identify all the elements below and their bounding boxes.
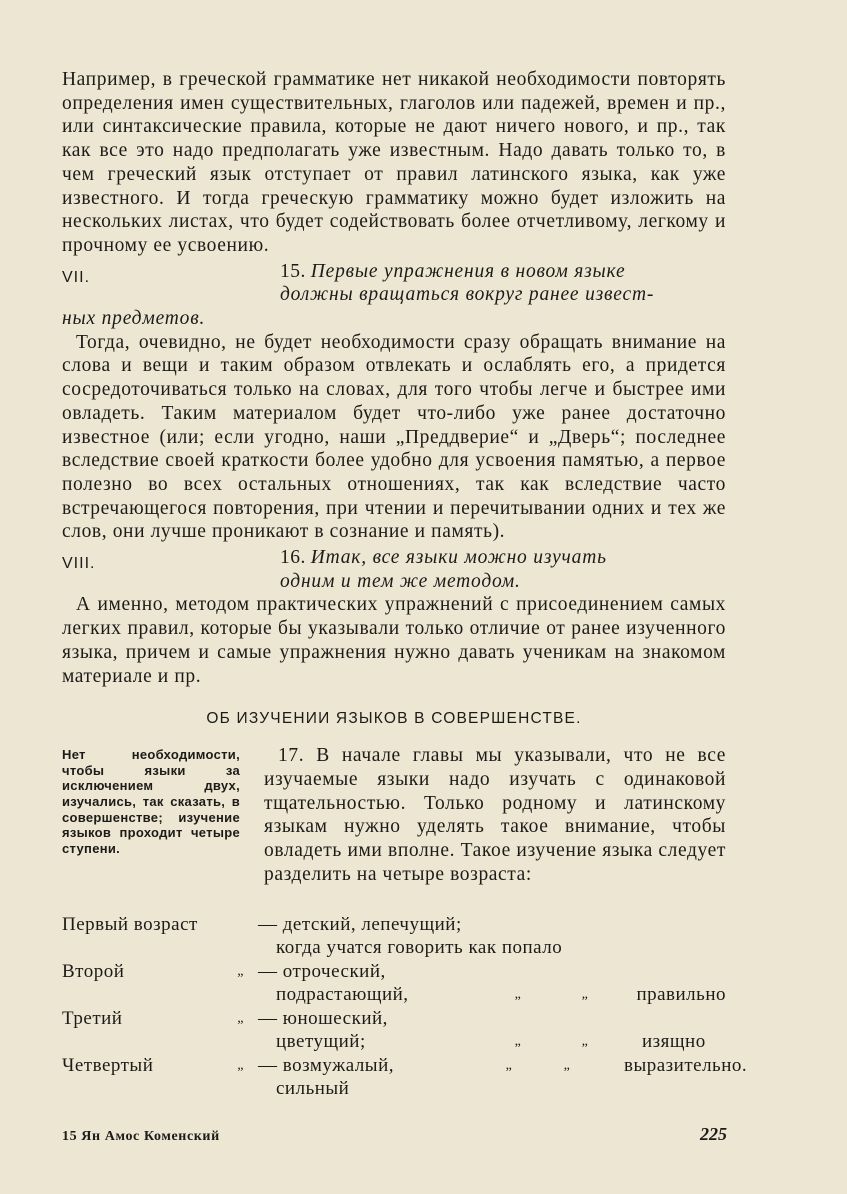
age-row: Четвертый „ — возмужалый, „ „ выразительно. сильный <box>62 1054 748 1099</box>
age-description: возмужалый, <box>282 1054 394 1076</box>
age-name: Четвертый <box>62 1054 154 1076</box>
section-17 <box>62 744 726 886</box>
roman-numeral-vii: VII. <box>62 268 91 286</box>
section-15-title-line2: должны вращаться вокруг ранее извест- <box>280 284 655 306</box>
age-row: Второй „ — отроческий, подрастающий, „ „ правильно <box>62 960 726 1005</box>
age-adverb: правильно <box>636 984 726 1005</box>
roman-numeral-viii: VIII. <box>62 555 96 573</box>
margin-note: Нет необходимости, чтобы языки за исключением двух, изучались, так сказать, в совершенстве; изучение языков проходит четыре ступени. <box>62 747 240 856</box>
section-16-title-line2: одним и тем же методом. <box>280 570 521 592</box>
age-name: Второй <box>62 960 125 982</box>
section-number-17: 17. <box>278 745 305 767</box>
age-name: Третий <box>62 1007 123 1029</box>
paragraph-2: Тогда, очевидно, не будет необходимости сразу обращать внимание на слова и вещи и таким образом отвлекать и ослаблять его, а придется сосредоточиваться только на словах, для того чтобы легче и быстрее ими овладеть. Таким материалом будет что-либо уже ранее достаточно известное (или; если угодно, наши „Преддверие“ и „Дверь“; последнее вследствие своей краткости более удобно для усвоения памятью, а первое полезно во всех остальных отношениях, так как вследствие часто встречающегося повторения, при чтении и перечитывании одних и тех же слов, они лучше проникают в сознание и память). <box>62 331 726 543</box>
age-adverb: изящно <box>642 1031 706 1052</box>
section-number-15: 15. <box>280 260 306 282</box>
page-content <box>62 68 748 1101</box>
section-15-heading <box>62 260 726 307</box>
ditto-mark: „ <box>581 1034 589 1049</box>
section-17-body <box>264 744 726 886</box>
chapter-subheading: ОБ ИЗУЧЕНИИ ЯЗЫКОВ В СОВЕРШЕНСТВЕ. <box>206 710 582 728</box>
age-name: Первый возраст <box>62 913 198 935</box>
ditto-mark: „ <box>237 1057 244 1073</box>
ditto-mark: „ <box>505 1057 513 1073</box>
age-description-cont: когда учатся говорить как попало <box>276 937 563 958</box>
age-row: Третий „ — юношеский, цветущий; „ „ изящно <box>62 1007 726 1054</box>
ditto-mark: „ <box>581 987 589 1002</box>
paragraph-1: Например, в греческой грамматике нет никакой необходимости повторять определения имен существительных, глаголов или падежей, времен и пр., или синтаксические правила, которые не дают ничего нового, и пр., так как все это надо предполагать уже известным. Надо давать только то, в чем греческий язык отступает от правил латинского языка, как уже известного. И тогда греческую грамматику можно будет изложить на нескольких листах, что будет содействовать более отчетливому, легкому и прочному ее усвоению. <box>62 69 726 256</box>
ditto-mark: „ <box>514 1034 522 1049</box>
ditto-mark: „ <box>237 963 244 979</box>
section-15-title-line1: Первые упражнения в новом языке <box>310 260 626 282</box>
age-description: детский, лепечущий; <box>282 913 462 935</box>
age-adverb: выразительно. <box>624 1054 748 1076</box>
section-15-title-tail: ных предметов. <box>62 308 206 330</box>
ditto-mark: „ <box>563 1057 571 1073</box>
section-number-16: 16. <box>280 547 306 569</box>
page-footer <box>62 1124 727 1145</box>
paragraph-3: А именно, методом практических упражнений с присоединением самых легких правил, которые бы указывали только отличие от ранее изученного языка, причем и самые упражнения нужно давать ученикам на знакомом материале и пр. <box>62 594 726 687</box>
age-description: юношеский, <box>282 1007 388 1029</box>
section-16-heading <box>62 546 726 593</box>
printer-signature: 15 Ян Амос Коменский <box>62 1129 220 1144</box>
ages-table <box>62 913 748 1101</box>
section-17-text: В начале главы мы указывали, что не все изучаемые языки надо изучать с одинаковой тщательностью. Только родному и латинскому языкам нужно уделять такое внимание, чтобы овладеть ими вполне. Такое изучение языка следует разделить на четыре возраста: <box>264 745 726 885</box>
age-row: Первый возраст — детский, лепечущий; когда учатся говорить как попало <box>62 913 726 960</box>
ditto-mark: „ <box>514 987 522 1002</box>
page-number: 225 <box>700 1124 727 1144</box>
ditto-mark: „ <box>237 1010 244 1026</box>
age-description: отроческий, <box>282 960 386 982</box>
section-16-title-line1: Итак, все языки можно изучать <box>310 547 607 569</box>
